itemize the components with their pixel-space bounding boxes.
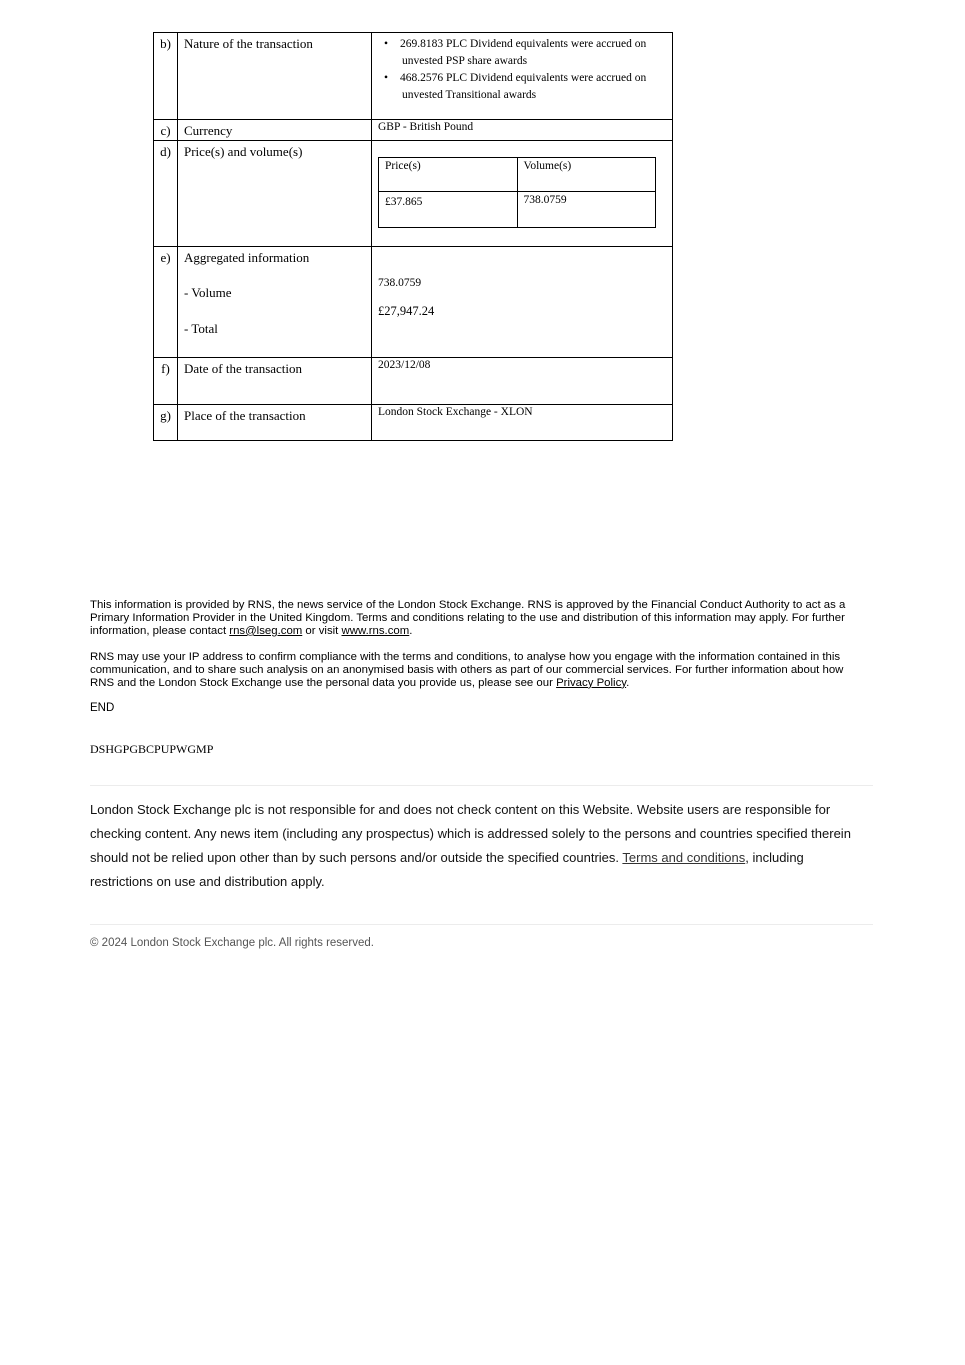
copyright: © 2024 London Stock Exchange plc. All rights reserved. — [90, 937, 375, 949]
row-label: Nature of the transaction — [178, 33, 372, 120]
table-row — [379, 158, 656, 192]
place-value: London Stock Exchange - XLON — [372, 405, 673, 441]
row-aggregated — [154, 247, 673, 358]
lse-disclaimer — [90, 798, 860, 894]
row-label: Place of the transaction — [178, 405, 372, 441]
price-header: Price(s) — [379, 158, 518, 192]
row-label: Price(s) and volume(s) — [178, 141, 372, 247]
rns-period: . — [409, 624, 413, 637]
nature-value — [372, 33, 673, 120]
row-price-volume — [154, 141, 673, 247]
aggregated-labels — [178, 247, 372, 358]
row-currency — [154, 120, 673, 141]
row-place — [154, 405, 673, 441]
price-value: £37.865 — [379, 192, 518, 228]
price-volume-cell — [372, 141, 673, 247]
row-date — [154, 358, 673, 405]
list-item — [378, 36, 672, 70]
privacy-policy-link[interactable]: Privacy Policy — [556, 676, 627, 689]
row-label: Currency — [178, 120, 372, 141]
rns-privacy-text: RNS may use your IP address to confirm compliance with the terms and conditions, to analyse how you engage with the information contained in this communication, and to share such analysis on an anonymised basis with others as part of our commercial services. For further information about how RNS and the London Stock Exchange use the personal data you provide us, please see our — [90, 651, 844, 689]
nature-line: unvested Transitional awards — [402, 89, 537, 101]
list-item — [378, 70, 672, 104]
reference-code: DSHGPGBCPUPWGMP — [90, 742, 214, 756]
lse-disclaimer-tail: , including restrictions on use and distribution apply. — [90, 850, 804, 889]
price-volume-table — [378, 157, 656, 228]
rns-period: . — [626, 676, 630, 689]
row-letter: b) — [154, 33, 178, 120]
row-letter: d) — [154, 141, 178, 247]
row-nature — [154, 33, 673, 120]
rns-website-link[interactable]: www.rns.com — [341, 624, 410, 637]
nature-line: 468.2576 PLC Dividend equivalents were accrued on — [400, 72, 647, 84]
volume-label: - Volume — [184, 285, 232, 300]
nature-line: 269.8183 PLC Dividend equivalents were accrued on — [400, 38, 647, 50]
transaction-details-table — [153, 32, 673, 441]
volume-value: 738.0759 — [517, 192, 656, 228]
row-letter: e) — [154, 247, 178, 358]
nature-list — [378, 36, 672, 104]
row-label: Date of the transaction — [178, 358, 372, 405]
row-label: Aggregated information — [184, 250, 310, 265]
end-marker: END — [90, 702, 115, 714]
table-row — [379, 192, 656, 228]
aggregated-values — [372, 247, 673, 358]
row-letter: c) — [154, 120, 178, 141]
currency-value: GBP - British Pound — [372, 120, 673, 141]
aggregated-total: £27,947.24 — [378, 304, 435, 318]
nature-line: unvested PSP share awards — [402, 55, 528, 67]
rns-info-text: This information is provided by RNS, the news service of the London Stock Exchange. RNS is approved by the Financial Conduct Authority to act as a Primary Information Provider in the United Kingdom. Terms and conditions relating to the use and distribution of this information may apply. For further information, please contact — [90, 599, 846, 637]
row-letter: f) — [154, 358, 178, 405]
total-label: - Total — [184, 321, 218, 336]
rns-email-link[interactable]: rns@lseg.com — [229, 624, 303, 637]
date-value: 2023/12/08 — [372, 358, 673, 405]
rns-privacy-paragraph — [90, 651, 860, 690]
divider — [90, 924, 873, 925]
rns-info-paragraph — [90, 599, 860, 638]
divider — [90, 785, 873, 786]
volume-header: Volume(s) — [517, 158, 656, 192]
terms-and-conditions-link[interactable]: Terms and conditions — [622, 850, 746, 865]
rns-or-visit: or visit — [302, 624, 342, 637]
lse-disclaimer-text: London Stock Exchange plc is not responsible for and does not check content on this Website. Website users are responsible for checking content. Any news item (including any prospectus) which is addressed solely to the persons and countries specified therein should not be relied upon other than by such persons and/or outside the specified countries. — [90, 802, 851, 865]
aggregated-volume: 738.0759 — [378, 277, 422, 289]
row-letter: g) — [154, 405, 178, 441]
